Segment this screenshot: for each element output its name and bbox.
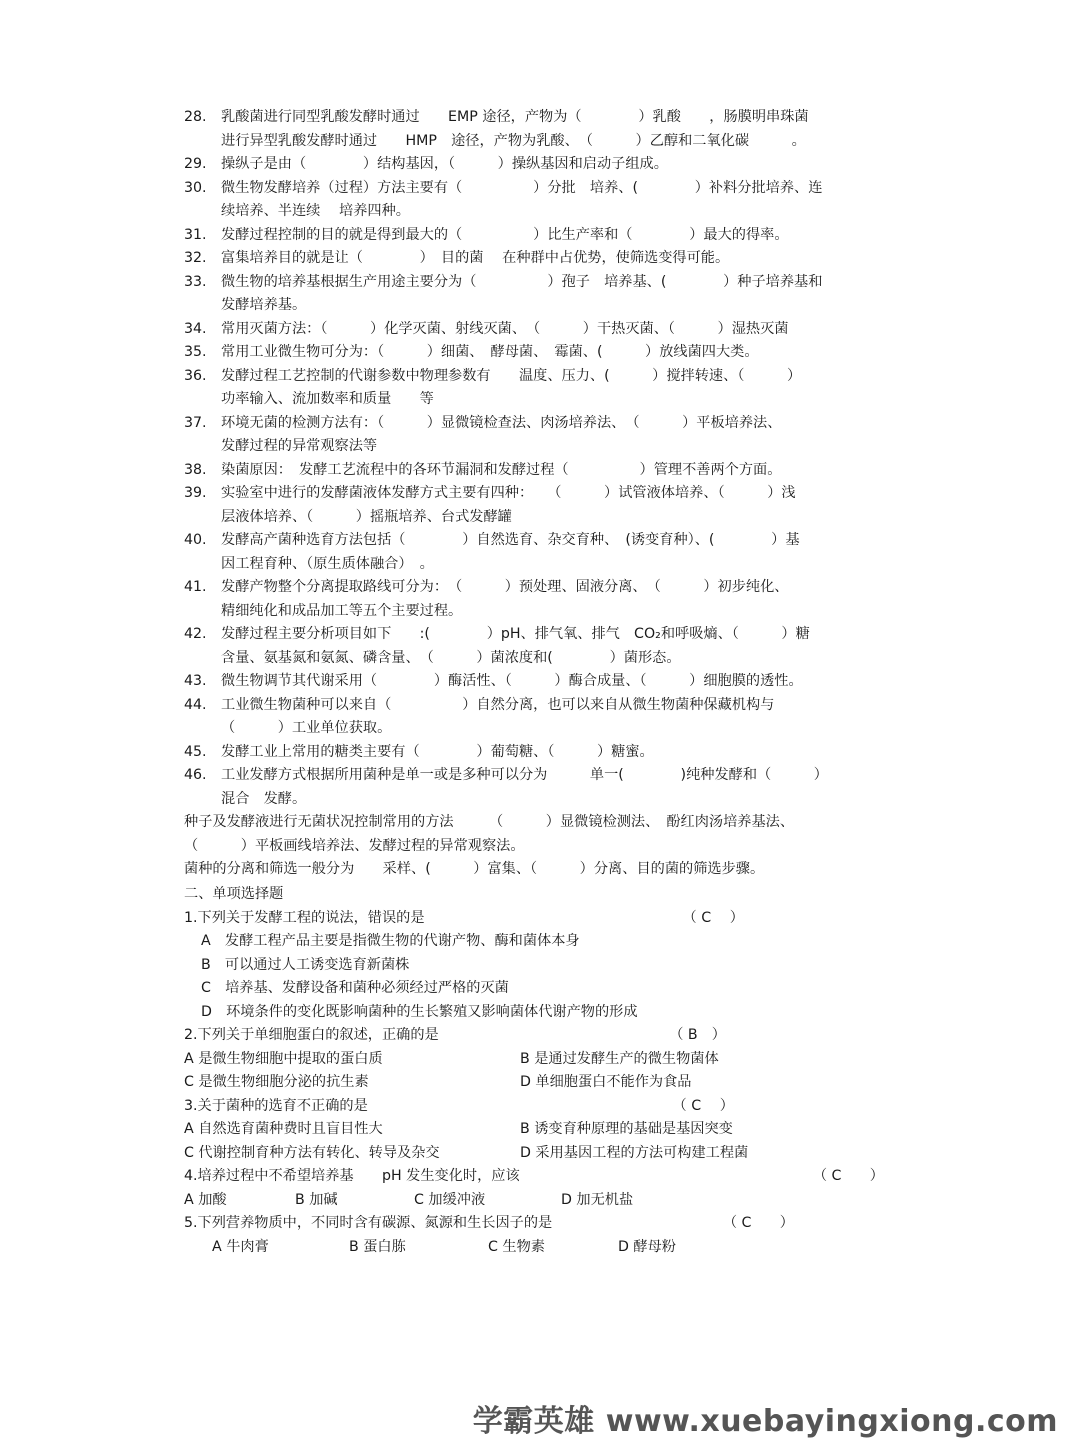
question-text: 常用灭菌方法：（ ）化学灭菌、射线灭菌、 （ ）干热灭菌、（ ）湿热灭菌	[221, 320, 789, 337]
question-number: 36.	[184, 367, 207, 384]
answer-label: （ C ）	[722, 1215, 794, 1231]
question-46	[184, 764, 904, 811]
question-number: 38.	[184, 461, 207, 478]
question-37	[184, 412, 904, 459]
option-d: D 酵母粉	[618, 1238, 676, 1255]
question-stem: 1.下列关于发酵工程的说法，错误的是	[184, 909, 425, 926]
question-39	[184, 482, 904, 529]
fill-in-section	[184, 106, 904, 882]
question-text: 染菌原因： 发酵工艺流程中的各环节漏洞和发酵过程（ ）管理不善两个方面。	[221, 461, 782, 478]
section-title: 二、单项选择题	[184, 885, 284, 902]
option-c: C 加缓冲液	[414, 1191, 486, 1208]
question-text: 发酵产物整个分离提取路线可分为： （ ）预处理、固液分离、 （ ）初步纯化、	[221, 579, 789, 595]
option-d: D 单细胞蛋白不能作为食品	[520, 1074, 692, 1090]
option-row	[184, 1236, 904, 1260]
option-b: B 加碱	[295, 1191, 338, 1208]
answer-label: （ C ）	[812, 1168, 884, 1184]
question-44	[184, 694, 904, 741]
question-stem: 5.下列营养物质中，不同时含有碳源、氮源和生长因子的是	[184, 1215, 553, 1231]
option-b: B 可以通过人工诱变选育新菌株	[201, 956, 410, 973]
question-number: 43.	[184, 673, 207, 689]
question-number: 40.	[184, 532, 207, 548]
question-text: 工业发酵方式根据所用菌种是单一或是多种可以分为 单一( )纯种发酵和（ ）	[221, 767, 828, 783]
question-40	[184, 529, 904, 576]
option-a: A 是微生物细胞中提取的蛋白质	[184, 1050, 383, 1067]
question-number: 32.	[184, 250, 207, 266]
question-number: 46.	[184, 767, 207, 783]
multiple-choice-section	[184, 907, 904, 1260]
question-text: 精细纯化和成品加工等五个主要过程。	[221, 602, 463, 619]
question-42	[184, 623, 904, 670]
option-row	[184, 1118, 904, 1142]
question-text: 微生物调节其代谢采用（ ）酶活性、（ ）酶合成量、（ ）细胞膜的透性。	[221, 673, 803, 689]
question-30	[184, 177, 904, 224]
question-number: 44.	[184, 696, 207, 713]
mc-question-2	[184, 1024, 904, 1048]
question-text: 层液体培养、（ ）摇瓶培养、台式发酵罐	[221, 508, 512, 525]
option-a: A 发酵工程产品主要是指微生物的代谢产物、酶和菌体本身	[201, 933, 580, 949]
question-number: 29.	[184, 156, 207, 172]
question-text: 发酵高产菌种选育方法包括（ ）自然选育、杂交育种、 (诱变育种）、( ）基	[221, 532, 800, 548]
option-c: C 是微生物细胞分泌的抗生素	[184, 1074, 369, 1090]
question-stem: 4.培养过程中不希望培养基 pH 发生变化时，应该	[184, 1168, 520, 1184]
option-a: A 自然选育菌种费时且盲目性大	[184, 1121, 383, 1137]
option-c: C 生物素	[488, 1238, 545, 1255]
question-text: 微生物发酵培养（过程）方法主要有（ ）分批 培养、( ）补料分批培养、连	[221, 179, 823, 196]
question-number: 45.	[184, 743, 207, 760]
question-28	[184, 106, 904, 153]
mc-question-4	[184, 1165, 904, 1189]
question-stem: 3.关于菌种的选育不正确的是	[184, 1097, 368, 1114]
mc-question-1	[184, 907, 904, 931]
question-text: 进行异型乳酸发酵时通过 HMP 途径，产物为乳酸、 （ ）乙醇和二氧化碳 。	[221, 132, 806, 149]
question-text: 发酵培养基。	[221, 297, 307, 313]
mc-question-3	[184, 1095, 904, 1119]
question-38	[184, 459, 904, 483]
question-35	[184, 341, 904, 365]
question-text: 含量、氨基氮和氨氮、磷含量、 （ ）菌浓度和( ）菌形态。	[221, 649, 681, 666]
option-d: D 采用基因工程的方法可构建工程菌	[520, 1144, 749, 1161]
answer-label: （ C ）	[672, 1097, 734, 1114]
question-number: 39.	[184, 485, 207, 501]
question-36	[184, 365, 904, 412]
option-b: B 是通过发酵生产的微生物菌体	[520, 1050, 719, 1067]
extra-question-text: 菌种的分离和筛选一般分为 采样、( ）富集、（ ）分离、目的菌的筛选步骤。	[184, 861, 765, 877]
question-number: 33.	[184, 273, 207, 290]
extra-question-text: （ ）平板画线培养法、发酵过程的异常观察法。	[184, 837, 525, 854]
question-text: 因工程育种、（原生质体融合） 。	[221, 555, 434, 572]
option-row	[184, 1189, 904, 1213]
question-text: 常用工业微生物可分为：（ ）细菌、 酵母菌、 霉菌、( ）放线菌四大类。	[221, 344, 759, 360]
option-d: D 加无机盐	[561, 1191, 634, 1208]
question-number: 31.	[184, 226, 207, 243]
question-43	[184, 670, 904, 694]
question-text: 环境无菌的检测方法有：（ ）显微镜检查法、肉汤培养法、 （ ）平板培养法、	[221, 414, 782, 431]
answer-label: （ B ）	[669, 1027, 726, 1043]
question-text: 续培养、半连续 培养四种。	[221, 203, 410, 219]
question-number: 41.	[184, 579, 207, 595]
question-32	[184, 247, 904, 271]
question-stem: 2.下列关于单细胞蛋白的叙述，正确的是	[184, 1027, 439, 1043]
option-b: B 诱变育种原理的基础是基因突变	[520, 1121, 733, 1137]
answer-label: （ C ）	[682, 909, 744, 926]
option-row	[184, 1048, 904, 1072]
mc-question-5	[184, 1212, 904, 1236]
question-text: 发酵过程工艺控制的代谢参数中物理参数有 温度、压力、( ）搅拌转速、（ ）	[221, 367, 802, 384]
extra-question-text: 种子及发酵液进行无菌状况控制常用的方法 （ ）显微镜检测法、 酚红肉汤培养基法、	[184, 814, 795, 830]
option-b: B 蛋白胨	[349, 1238, 406, 1255]
watermark-text: 学霸英雄 www.xuebayingxiong.com	[472, 1404, 1058, 1439]
option-c: C 培养基、发酵设备和菌种必须经过严格的灭菌	[201, 980, 509, 996]
question-29	[184, 153, 904, 177]
question-text: （ ）工业单位获取。	[221, 720, 392, 736]
question-45	[184, 741, 904, 765]
question-text: 富集培养目的就是让（ ） 目的菌 在种群中占优势，使筛选变得可能。	[221, 250, 730, 266]
question-number: 30.	[184, 179, 207, 196]
question-number: 37.	[184, 414, 207, 431]
option-row	[184, 1071, 904, 1095]
question-text: 发酵工业上常用的糖类主要有（ ）葡萄糖、（ ）糖蜜。	[221, 743, 654, 760]
option-row	[184, 1142, 904, 1166]
question-text: 操纵子是由（ ）结构基因，（ ）操纵基因和启动子组成。	[221, 156, 668, 172]
question-number: 35.	[184, 344, 207, 360]
question-text: 混合 发酵。	[221, 790, 307, 807]
question-31	[184, 224, 904, 248]
question-text: 发酵过程控制的目的就是得到最大的（ ）比生产率和（ ）最大的得率。	[221, 226, 789, 243]
question-text: 发酵过程主要分析项目如下 :( ）pH、排气氧、排气 CO₂和呼吸熵、（ ）糖	[221, 626, 810, 642]
option-a: A 加酸	[184, 1191, 227, 1208]
question-number: 34.	[184, 320, 207, 337]
option-a: A 牛肉膏	[212, 1238, 269, 1255]
question-34	[184, 318, 904, 342]
question-text: 微生物的培养基根据生产用途主要分为（ ）孢子 培养基、( ）种子培养基和	[221, 273, 823, 290]
option-d: D 环境条件的变化既影响菌种的生长繁殖又影响菌体代谢产物的形成	[201, 1003, 638, 1020]
question-41	[184, 576, 904, 623]
question-text: 实验室中进行的发酵菌液体发酵方式主要有四种： （ ）试管液体培养、（ ）浅	[221, 485, 796, 501]
document-page	[184, 106, 904, 1259]
question-text: 乳酸菌进行同型乳酸发酵时通过 EMP 途径，产物为（ ）乳酸 ，肠膜明串珠菌	[221, 109, 809, 125]
question-number: 42.	[184, 626, 207, 642]
question-33	[184, 271, 904, 318]
question-number: 28.	[184, 109, 207, 125]
question-text: 工业微生物菌种可以来自（ ）自然分离，也可以来自从微生物菌种保藏机构与	[221, 696, 775, 713]
question-text: 功率输入、流加数率和质量 等	[221, 391, 434, 407]
question-text: 发酵过程的异常观察法等	[221, 438, 378, 454]
option-c: C 代谢控制育种方法有转化、转导及杂交	[184, 1144, 440, 1161]
